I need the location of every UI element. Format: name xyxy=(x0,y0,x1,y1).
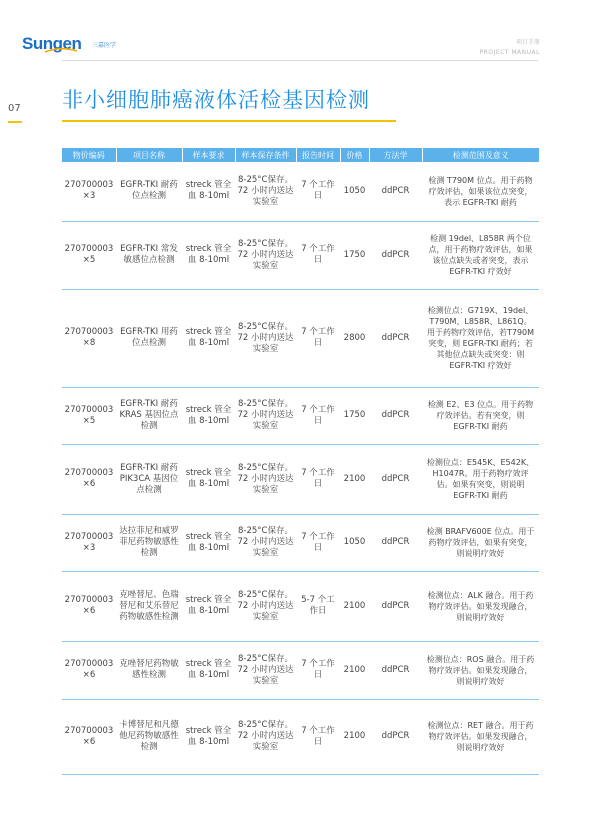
cell-code: 270700003 ×6 xyxy=(62,699,116,774)
cell-code: 270700003 ×3 xyxy=(62,514,116,571)
cell-code: 270700003 ×5 xyxy=(62,221,116,289)
brand-logo xyxy=(22,34,117,54)
cell-name: EGFR-TKI 常发敏感位点检测 xyxy=(116,221,182,289)
cell-time: 7 个工作日 xyxy=(296,387,340,444)
page-number: 07 xyxy=(8,103,21,114)
cell-name: EGFR-TKI 耐药 KRAS 基因位点检测 xyxy=(116,387,182,444)
cell-method: ddPCR xyxy=(369,444,422,514)
logo-swoosh-icon xyxy=(44,46,78,54)
table-row xyxy=(62,221,539,289)
cell-name: EGFR-TKI 耐药 PIK3CA 基因位点检测 xyxy=(116,444,182,514)
col-header-sample: 样本要求 xyxy=(182,148,235,162)
cell-sample: streck 管全血 8-10ml xyxy=(182,221,235,289)
cell-sample: streck 管全血 8-10ml xyxy=(182,641,235,699)
table-row xyxy=(62,289,539,387)
table-row xyxy=(62,571,539,641)
cell-sample: streck 管全血 8-10ml xyxy=(182,387,235,444)
cell-sample: streck 管全血 8-10ml xyxy=(182,699,235,774)
col-header-range: 检测范围及意义 xyxy=(422,148,539,162)
cell-price: 2100 xyxy=(340,571,369,641)
col-header-time: 报告时间 xyxy=(296,148,340,162)
cell-price: 1750 xyxy=(340,387,369,444)
cell-sample: streck 管全血 8-10ml xyxy=(182,162,235,221)
cell-name: EGFR-TKI 耐药位点检测 xyxy=(116,162,182,221)
cell-method: ddPCR xyxy=(369,641,422,699)
cell-storage: 8-25°C保存。72 小时内送达实验室 xyxy=(235,444,296,514)
cell-method: ddPCR xyxy=(369,699,422,774)
cell-range: 检测 BRAFV600E 位点。用于药物疗效评估，如果有突变，则说明疗效好 xyxy=(422,514,539,571)
cell-range: 检测位点：G719X、19del、T790M、L858R、L861Q。用于药物疗效评估，若T790M 突变，则 EGFR-TKI 耐药；若其他位点缺失或突变：则 EGFR-TKI 疗效好 xyxy=(422,289,539,387)
cell-storage: 8-25°C保存。72 小时内送达实验室 xyxy=(235,641,296,699)
page-number-tick xyxy=(8,121,22,123)
cell-price: 2100 xyxy=(340,444,369,514)
cell-storage: 8-25°C保存。72 小时内送达实验室 xyxy=(235,514,296,571)
cell-storage: 8-25°C保存。72 小时内送达实验室 xyxy=(235,289,296,387)
cell-storage: 8-25°C保存。72 小时内送达实验室 xyxy=(235,162,296,221)
cell-sample: streck 管全血 8-10ml xyxy=(182,571,235,641)
cell-price: 1750 xyxy=(340,221,369,289)
logo-text: Sungen xyxy=(22,34,82,53)
cell-range: 检测位点：E545K、E542K、H1047R。用于药物疗效评估。如果有突变，则说明 EGFR-TKI 耐药 xyxy=(422,444,539,514)
cell-code: 270700003 ×8 xyxy=(62,289,116,387)
cell-time: 7 个工作日 xyxy=(296,162,340,221)
cell-range: 检测位点：ROS 融合。用于药物疗效评估。如果发现融合，则说明疗效好 xyxy=(422,641,539,699)
cell-sample: streck 管全血 8-10ml xyxy=(182,444,235,514)
header-label-cn: 项目手册 xyxy=(515,39,540,46)
page-title: 非小细胞肺癌液体活检基因检测 xyxy=(62,88,370,112)
cell-price: 2100 xyxy=(340,699,369,774)
cell-storage: 8-25°C保存。72 小时内送达实验室 xyxy=(235,387,296,444)
cell-code: 270700003 ×6 xyxy=(62,641,116,699)
cell-time: 5-7 个工作日 xyxy=(296,571,340,641)
col-header-price: 价格 xyxy=(340,148,369,162)
cell-price: 2100 xyxy=(340,641,369,699)
header-label-en: PROJECT MANUAL xyxy=(479,49,540,56)
cell-price: 1050 xyxy=(340,162,369,221)
cell-method: ddPCR xyxy=(369,289,422,387)
cell-method: ddPCR xyxy=(369,514,422,571)
header-label xyxy=(480,38,540,58)
cell-code: 270700003 ×6 xyxy=(62,444,116,514)
cell-name: 克唑替尼药物敏感性检测 xyxy=(116,641,182,699)
cell-name: 克唑替尼、色瑞替尼和艾乐替尼药物敏感性检测 xyxy=(116,571,182,641)
table-row xyxy=(62,699,539,774)
col-header-code: 物价编码 xyxy=(62,148,116,162)
table-row xyxy=(62,514,539,571)
cell-range: 检测 T790M 位点。用于药物疗效评估，如果该位点突变，表示 EGFR-TKI 耐药 xyxy=(422,162,539,221)
table-row xyxy=(62,444,539,514)
cell-name: 卡博替尼和凡德他尼药物敏感性检测 xyxy=(116,699,182,774)
test-items-table xyxy=(62,148,539,775)
cell-time: 7 个工作日 xyxy=(296,289,340,387)
col-header-method: 方法学 xyxy=(369,148,422,162)
table-row xyxy=(62,387,539,444)
cell-code: 270700003 ×3 xyxy=(62,162,116,221)
cell-range: 检测 E2、E3 位点。用于药物疗效评估。若有突变，则 EGFR-TKI 耐药 xyxy=(422,387,539,444)
cell-range: 检测位点：ALK 融合。用于药物疗效评估。如果发现融合，则说明疗效好 xyxy=(422,571,539,641)
cell-method: ddPCR xyxy=(369,387,422,444)
cell-time: 7 个工作日 xyxy=(296,699,340,774)
cell-storage: 8-25°C保存。72 小时内送达实验室 xyxy=(235,221,296,289)
cell-time: 7 个工作日 xyxy=(296,444,340,514)
cell-name: 达拉菲尼和威罗菲尼药物敏感性检测 xyxy=(116,514,182,571)
cell-sample: streck 管全血 8-10ml xyxy=(182,514,235,571)
cell-time: 7 个工作日 xyxy=(296,514,340,571)
cell-time: 7 个工作日 xyxy=(296,221,340,289)
cell-name: EGFR-TKI 用药位点检测 xyxy=(116,289,182,387)
table-header-row xyxy=(62,148,539,162)
table-row xyxy=(62,641,539,699)
cell-time: 7 个工作日 xyxy=(296,641,340,699)
cell-price: 1050 xyxy=(340,514,369,571)
col-header-name: 项目名称 xyxy=(116,148,182,162)
cell-range: 检测 19del、L858R 两个位点，用于药物疗效评估，如果该位点缺失或者突变，表示 EGFR-TKI 疗效好 xyxy=(422,221,539,289)
cell-method: ddPCR xyxy=(369,162,422,221)
cell-range: 检测位点：RET 融合。用于药物疗效评估。如果发现融合，则说明疗效好 xyxy=(422,699,539,774)
logo-subtitle: 三嘉医学 xyxy=(92,42,117,49)
cell-storage: 8-25°C保存。72 小时内送达实验室 xyxy=(235,571,296,641)
cell-storage: 8-25°C保存。72 小时内送达实验室 xyxy=(235,699,296,774)
cell-method: ddPCR xyxy=(369,221,422,289)
table-row xyxy=(62,162,539,221)
cell-sample: streck 管全血 8-10ml xyxy=(182,289,235,387)
cell-code: 270700003 ×6 xyxy=(62,571,116,641)
title-underline xyxy=(62,120,396,122)
cell-code: 270700003 ×5 xyxy=(62,387,116,444)
cell-price: 2800 xyxy=(340,289,369,387)
cell-method: ddPCR xyxy=(369,571,422,641)
col-header-storage: 样本保存条件 xyxy=(235,148,296,162)
header-divider xyxy=(62,60,538,61)
